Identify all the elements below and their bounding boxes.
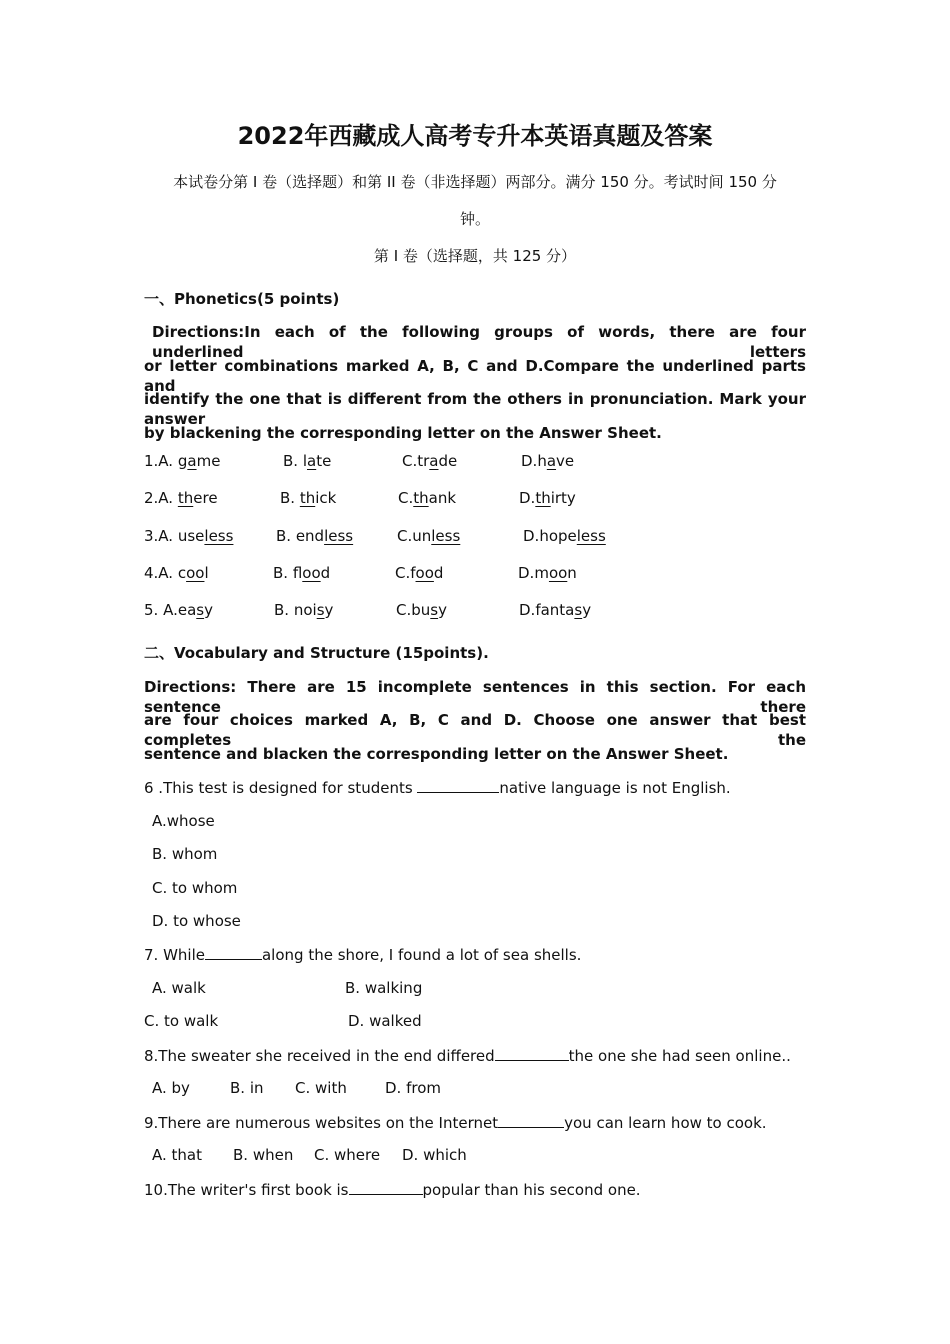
section2-heading: 二、Vocabulary and Structure (15points). bbox=[144, 644, 489, 662]
question-7-option-c: C. to walk bbox=[144, 1012, 219, 1030]
question-8-stem: 8.The sweater she received in the end differed the one she had seen online.. bbox=[144, 1047, 791, 1065]
underlined-letters: s bbox=[316, 601, 325, 619]
section2-directions-line: sentence and blacken the corresponding letter on the Answer Sheet. bbox=[144, 745, 729, 763]
question-9-option-d: D. which bbox=[402, 1146, 467, 1164]
underlined-letters: less bbox=[324, 527, 354, 545]
question-7-stem: 7. While along the shore, I found a lot of sea shells. bbox=[144, 946, 582, 964]
question-6-option-c: C. to whom bbox=[152, 879, 238, 897]
answer-blank bbox=[498, 1112, 564, 1128]
question-4-option-a: 4.A. cool bbox=[144, 564, 209, 582]
underlined-letters: th bbox=[177, 489, 194, 507]
underlined-letters: s bbox=[196, 601, 205, 619]
question-9-option-c: C. where bbox=[314, 1146, 381, 1164]
question-6-stem: 6 .This test is designed for students native language is not English. bbox=[144, 779, 731, 797]
question-9-stem: 9.There are numerous websites on the Internet you can learn how to cook. bbox=[144, 1114, 767, 1132]
question-5-option-c: C.busy bbox=[396, 601, 447, 619]
question-1-option-d: D.have bbox=[521, 452, 575, 470]
question-2-option-c: C.thank bbox=[398, 489, 457, 507]
question-8-option-a: A. by bbox=[152, 1079, 190, 1097]
underlined-letters: s bbox=[574, 601, 583, 619]
underlined-letters: a bbox=[307, 452, 317, 470]
question-5-option-a: 5. A.easy bbox=[144, 601, 213, 619]
question-7-option-d: D. walked bbox=[348, 1012, 422, 1030]
question-2-option-a: 2.A. there bbox=[144, 489, 218, 507]
underlined-letters: s bbox=[430, 601, 439, 619]
question-6-option-d: D. to whose bbox=[152, 912, 241, 930]
question-5-option-b: B. noisy bbox=[274, 601, 334, 619]
question-9-option-b: B. when bbox=[233, 1146, 294, 1164]
question-1-option-c: C.trade bbox=[402, 452, 458, 470]
question-6-option-a: A.whose bbox=[152, 812, 215, 830]
question-8-option-b: B. in bbox=[230, 1079, 264, 1097]
question-3-option-c: C.unless bbox=[397, 527, 461, 545]
question-4-option-d: D.moon bbox=[518, 564, 577, 582]
underlined-letters: less bbox=[204, 527, 234, 545]
question-2-option-d: D.thirty bbox=[519, 489, 576, 507]
underlined-letters: less bbox=[431, 527, 461, 545]
underlined-letters: oo bbox=[548, 564, 568, 582]
section1-directions-line: by blackening the corresponding letter on the Answer Sheet. bbox=[144, 424, 662, 442]
question-4-option-c: C.food bbox=[395, 564, 444, 582]
intro-line-2: 钟。 bbox=[459, 210, 490, 228]
question-3-option-a: 3.A. useless bbox=[144, 527, 234, 545]
question-1-option-b: B. late bbox=[283, 452, 332, 470]
underlined-letters: a bbox=[187, 452, 197, 470]
underlined-letters: th bbox=[413, 489, 429, 507]
section1-directions-line: or letter combinations marked A, B, C and D.Compare the underlined parts and bbox=[144, 357, 806, 395]
section2-directions-line: are four choices marked A, B, C and D. Choose one answer that best completes the bbox=[144, 711, 806, 749]
section1-directions-line: identify the one that is different from the others in pronunciation. Mark your answer bbox=[144, 390, 806, 428]
question-3-option-b: B. endless bbox=[276, 527, 354, 545]
section1-heading: 一、Phonetics(5 points) bbox=[144, 290, 340, 308]
answer-blank bbox=[205, 944, 262, 960]
answer-blank bbox=[495, 1045, 569, 1061]
question-9-option-a: A. that bbox=[152, 1146, 202, 1164]
underlined-letters: oo bbox=[186, 564, 205, 582]
question-2-option-b: B. thick bbox=[280, 489, 337, 507]
question-7-option-a: A. walk bbox=[152, 979, 206, 997]
underlined-letters: oo bbox=[302, 564, 321, 582]
underlined-letters: th bbox=[299, 489, 316, 507]
underlined-letters: a bbox=[546, 452, 557, 470]
underlined-letters: less bbox=[576, 527, 606, 545]
underlined-letters: a bbox=[429, 452, 439, 470]
answer-blank bbox=[417, 777, 499, 793]
intro-line-1: 本试卷分第 I 卷（选择题）和第 II 卷（非选择题）两部分。满分 150 分。考试时间 150 分 bbox=[173, 173, 777, 191]
underlined-letters: th bbox=[535, 489, 551, 507]
question-6-option-b: B. whom bbox=[152, 845, 218, 863]
section2-directions-line: Directions: There are 15 incomplete sentences in this section. For each sentence there bbox=[144, 678, 806, 716]
question-7-option-b: B. walking bbox=[345, 979, 423, 997]
question-8-option-c: C. with bbox=[295, 1079, 347, 1097]
volume-heading: 第 I 卷（选择题，共 125 分） bbox=[373, 247, 577, 265]
section1-directions-line: Directions:In each of the following groups of words, there are four underlined letters bbox=[152, 323, 806, 361]
page-title: 2022年西藏成人高考专升本英语真题及答案 bbox=[237, 122, 713, 150]
answer-blank bbox=[349, 1179, 423, 1195]
question-1-option-a: 1.A. game bbox=[144, 452, 221, 470]
question-5-option-d: D.fantasy bbox=[519, 601, 592, 619]
underlined-letters: oo bbox=[415, 564, 434, 582]
question-3-option-d: D.hopeless bbox=[523, 527, 606, 545]
question-10-stem: 10.The writer's first book is popular than his second one. bbox=[144, 1181, 641, 1199]
question-8-option-d: D. from bbox=[385, 1079, 441, 1097]
question-4-option-b: B. flood bbox=[273, 564, 331, 582]
